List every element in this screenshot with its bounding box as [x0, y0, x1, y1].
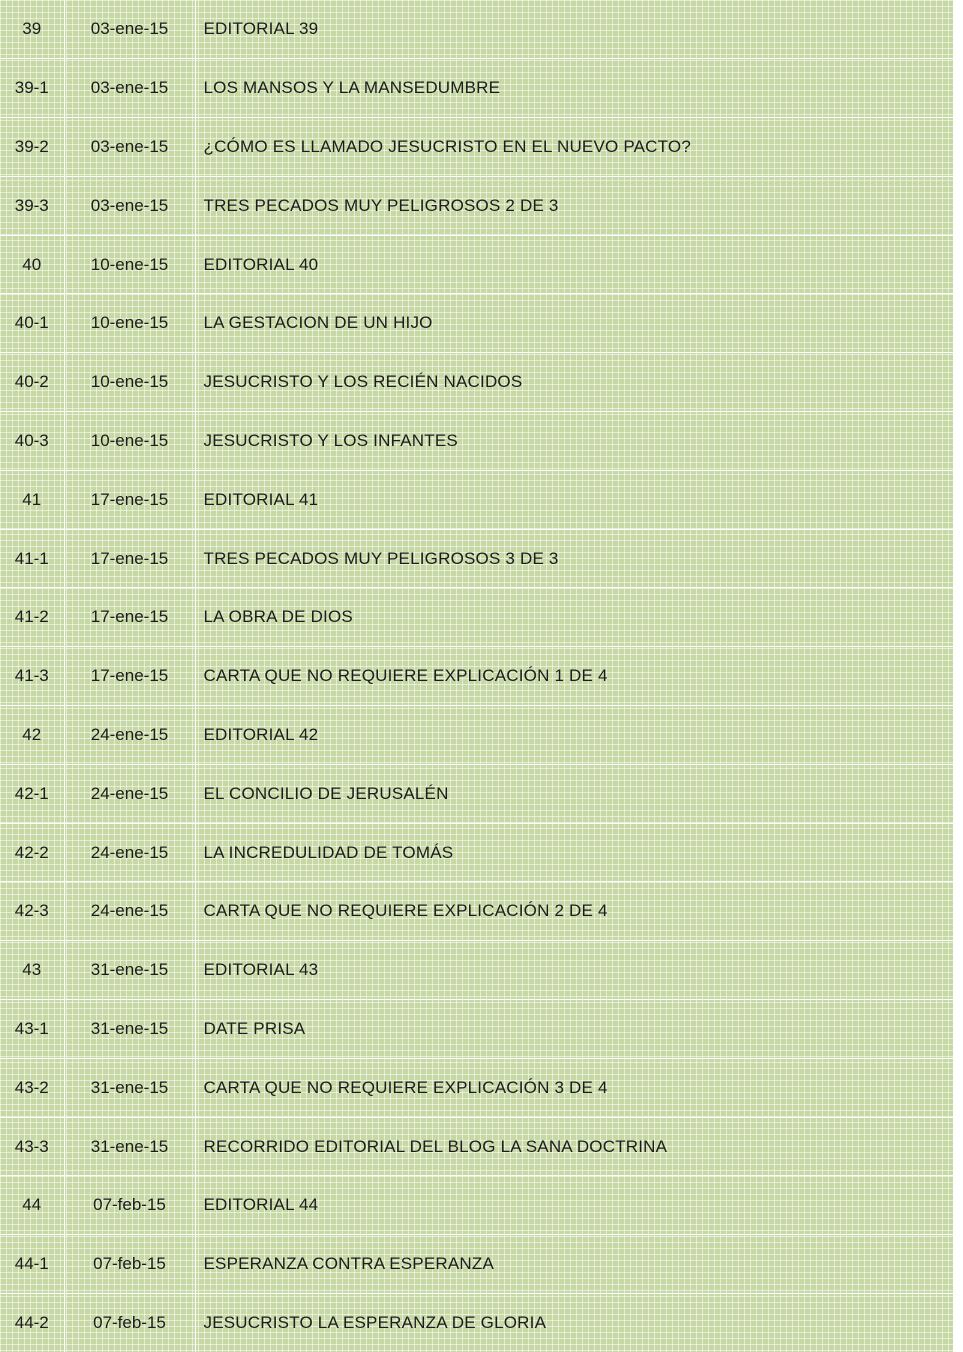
- entry-number: 43-3: [0, 1117, 64, 1176]
- entry-title: EDITORIAL 43: [195, 941, 953, 1000]
- entry-date: 03-ene-15: [64, 0, 195, 59]
- entry-title: ¿CÓMO ES LLAMADO JESUCRISTO EN EL NUEVO PACTO?: [195, 118, 953, 177]
- table-row: [0, 235, 953, 294]
- entry-title: EDITORIAL 39: [195, 0, 953, 59]
- table-row: [0, 706, 953, 765]
- entry-date: 24-ene-15: [64, 764, 195, 823]
- table-row: [0, 59, 953, 118]
- entry-title: JESUCRISTO LA ESPERANZA DE GLORIA: [195, 1294, 953, 1352]
- table-row: [0, 118, 953, 177]
- entry-title: TRES PECADOS MUY PELIGROSOS 3 DE 3: [195, 529, 953, 588]
- entry-date: 24-ene-15: [64, 823, 195, 882]
- entry-date: 10-ene-15: [64, 412, 195, 471]
- entry-title: LA GESTACION DE UN HIJO: [195, 294, 953, 353]
- table-row: [0, 470, 953, 529]
- entry-date: 07-feb-15: [64, 1235, 195, 1294]
- table-row: [0, 176, 953, 235]
- entry-title: EDITORIAL 44: [195, 1176, 953, 1235]
- entry-title: EDITORIAL 41: [195, 470, 953, 529]
- entry-title: EDITORIAL 42: [195, 706, 953, 765]
- entry-number: 42-2: [0, 823, 64, 882]
- entry-date: 07-feb-15: [64, 1294, 195, 1352]
- entry-title: CARTA QUE NO REQUIERE EXPLICACIÓN 1 DE 4: [195, 647, 953, 706]
- table-row: [0, 764, 953, 823]
- entry-title: DATE PRISA: [195, 1000, 953, 1059]
- entry-date: 31-ene-15: [64, 1117, 195, 1176]
- table-row: [0, 353, 953, 412]
- table-row: [0, 412, 953, 471]
- entry-number: 42-1: [0, 764, 64, 823]
- table-row: [0, 941, 953, 1000]
- entry-number: 40-1: [0, 294, 64, 353]
- entry-date: 31-ene-15: [64, 941, 195, 1000]
- entry-number: 44-2: [0, 1294, 64, 1352]
- entry-date: 17-ene-15: [64, 470, 195, 529]
- entry-date: 17-ene-15: [64, 588, 195, 647]
- entry-date: 10-ene-15: [64, 353, 195, 412]
- entry-number: 39-1: [0, 59, 64, 118]
- entry-date: 31-ene-15: [64, 1000, 195, 1059]
- entry-number: 39: [0, 0, 64, 59]
- entry-title: LA INCREDULIDAD DE TOMÁS: [195, 823, 953, 882]
- entry-number: 44-1: [0, 1235, 64, 1294]
- entry-number: 43-1: [0, 1000, 64, 1059]
- table-row: [0, 1058, 953, 1117]
- entry-date: 03-ene-15: [64, 118, 195, 177]
- entry-title: JESUCRISTO Y LOS RECIÉN NACIDOS: [195, 353, 953, 412]
- entry-number: 41: [0, 470, 64, 529]
- entry-title: EDITORIAL 40: [195, 235, 953, 294]
- entry-number: 44: [0, 1176, 64, 1235]
- table-row: [0, 588, 953, 647]
- entry-number: 43-2: [0, 1058, 64, 1117]
- entry-date: 17-ene-15: [64, 647, 195, 706]
- entry-number: 41-1: [0, 529, 64, 588]
- entry-number: 43: [0, 941, 64, 1000]
- entry-number: 39-3: [0, 176, 64, 235]
- table-row: [0, 0, 953, 59]
- table-row: [0, 882, 953, 941]
- table-row: [0, 529, 953, 588]
- entry-number: 40-2: [0, 353, 64, 412]
- table-row: [0, 1294, 953, 1352]
- entry-date: 17-ene-15: [64, 529, 195, 588]
- entry-title: RECORRIDO EDITORIAL DEL BLOG LA SANA DOCTRINA: [195, 1117, 953, 1176]
- table-row: [0, 823, 953, 882]
- table-row: [0, 1176, 953, 1235]
- page-margin: [953, 0, 963, 1352]
- entry-date: 24-ene-15: [64, 882, 195, 941]
- entry-title: LA OBRA DE DIOS: [195, 588, 953, 647]
- table-row: [0, 647, 953, 706]
- entry-date: 03-ene-15: [64, 176, 195, 235]
- entry-number: 40-3: [0, 412, 64, 471]
- entry-date: 07-feb-15: [64, 1176, 195, 1235]
- entry-number: 39-2: [0, 118, 64, 177]
- entry-title: ESPERANZA CONTRA ESPERANZA: [195, 1235, 953, 1294]
- entry-number: 41-2: [0, 588, 64, 647]
- entry-date: 03-ene-15: [64, 59, 195, 118]
- entry-date: 31-ene-15: [64, 1058, 195, 1117]
- entry-number: 41-3: [0, 647, 64, 706]
- table-row: [0, 1235, 953, 1294]
- table-row: [0, 1117, 953, 1176]
- table-row: [0, 294, 953, 353]
- entry-title: LOS MANSOS Y LA MANSEDUMBRE: [195, 59, 953, 118]
- table-row: [0, 1000, 953, 1059]
- entry-title: EL CONCILIO DE JERUSALÉN: [195, 764, 953, 823]
- entry-title: TRES PECADOS MUY PELIGROSOS 2 DE 3: [195, 176, 953, 235]
- entry-title: CARTA QUE NO REQUIERE EXPLICACIÓN 3 DE 4: [195, 1058, 953, 1117]
- entry-date: 10-ene-15: [64, 235, 195, 294]
- entry-number: 40: [0, 235, 64, 294]
- entry-title: JESUCRISTO Y LOS INFANTES: [195, 412, 953, 471]
- entry-date: 24-ene-15: [64, 706, 195, 765]
- entry-number: 42-3: [0, 882, 64, 941]
- entry-title: CARTA QUE NO REQUIERE EXPLICACIÓN 2 DE 4: [195, 882, 953, 941]
- entry-number: 42: [0, 706, 64, 765]
- entry-date: 10-ene-15: [64, 294, 195, 353]
